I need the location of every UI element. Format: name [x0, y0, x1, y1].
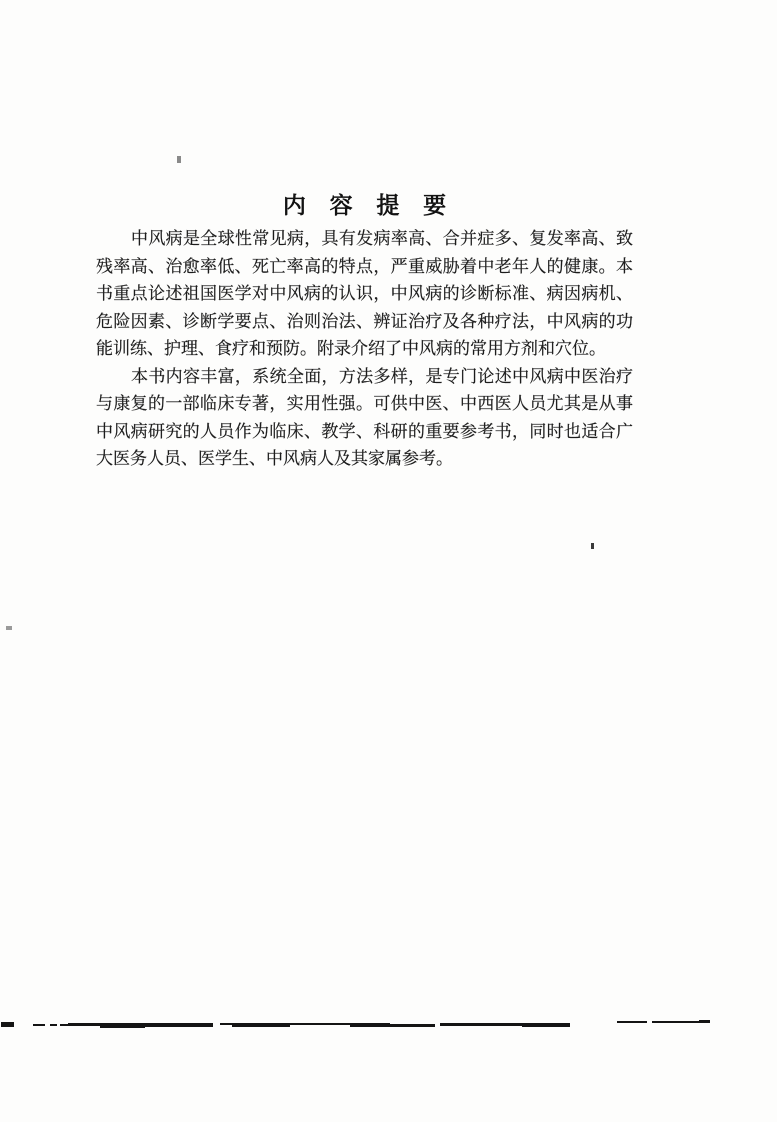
scan-dash — [522, 1025, 570, 1027]
text-line: 危险因素、诊断学要点、治则治法、辨证治疗及各种疗法，中风病的功 — [96, 311, 633, 331]
scan-dash — [100, 1026, 145, 1028]
scan-dash — [350, 1024, 435, 1027]
scan-dash — [33, 1024, 45, 1026]
scan-dash — [1, 1022, 14, 1027]
text-line: 大医务人员、医学生、中风病人及其家属参考。 — [96, 449, 453, 468]
text-line: 中风病研究的人员作为临床、教学、科研的重要参考书，同时也适合广 — [96, 421, 633, 441]
scan-speck — [591, 543, 594, 549]
text-line: 中风病是全球性常见病，具有发病率高、合并症多、复发率高、致 — [131, 229, 633, 248]
scan-dash — [143, 1025, 213, 1027]
scan-dash — [232, 1025, 290, 1027]
text-line: 残率高、治愈率低、死亡率高的特点，严重威胁着中老年人的健康。本 — [96, 256, 633, 276]
scan-dash — [652, 1021, 702, 1023]
paragraph-2 — [96, 363, 633, 473]
paragraph-1 — [96, 225, 633, 363]
scan-speck — [6, 626, 12, 630]
scan-dash — [50, 1024, 57, 1026]
scan-speck — [177, 156, 181, 163]
scan-dash — [60, 1024, 68, 1026]
text-line: 与康复的一部临床专著，实用性强。可供中医、中西医人员尤其是从事 — [96, 394, 633, 413]
text-line: 能训练、护理、食疗和预防。附录介绍了中风病的常用方剂和穴位。 — [96, 339, 606, 358]
text-line: 书重点论述祖国医学对中风病的认识，中风病的诊断标准、病因病机、 — [96, 284, 633, 303]
text-line: 本书内容丰富，系统全面，方法多样，是专门论述中风病中医治疗 — [131, 366, 633, 386]
scan-dash — [699, 1020, 710, 1023]
page-title: 内 容 提 要 — [282, 193, 456, 218]
abstract-block — [96, 193, 633, 473]
scan-dash — [617, 1021, 647, 1023]
